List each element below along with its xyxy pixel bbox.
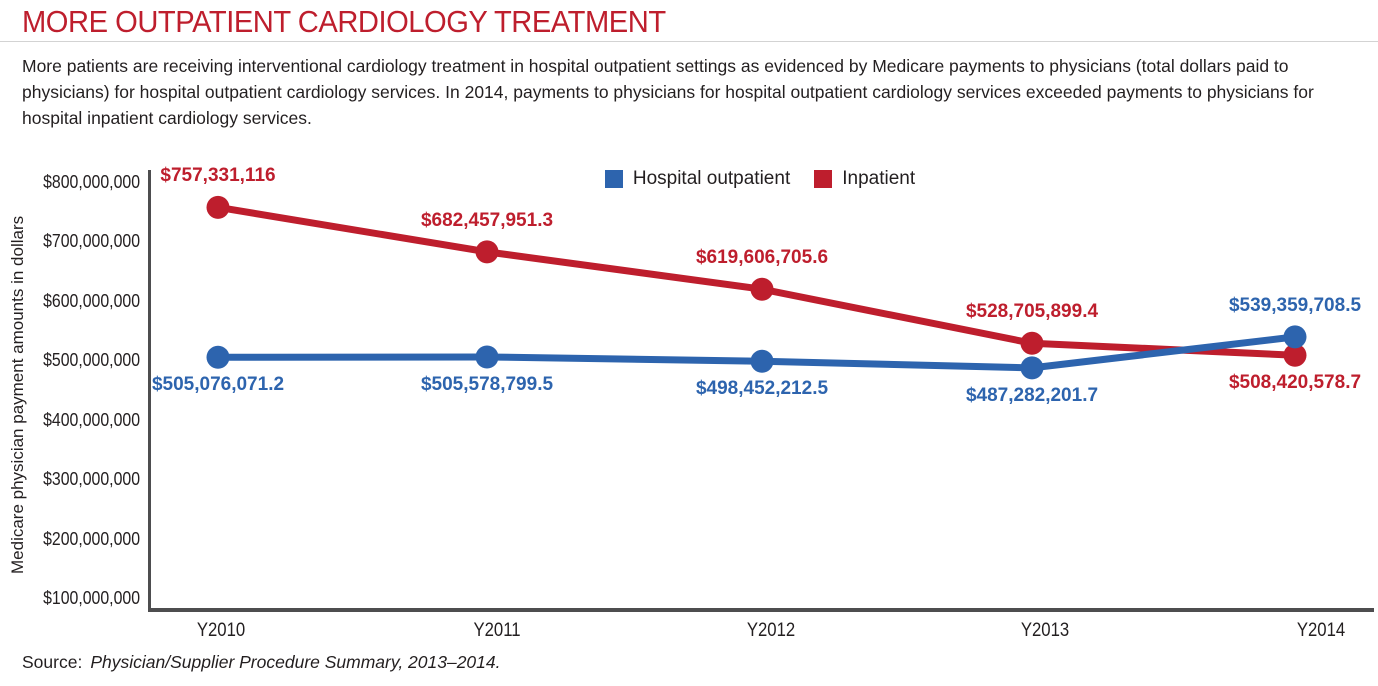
line-chart [0, 160, 1378, 650]
y-axis-title: Medicare physician payment amounts in dollars [8, 215, 27, 575]
data-point-label: $487,282,201.7 [965, 384, 1099, 406]
page-title: MORE OUTPATIENT CARDIOLOGY TREATMENT [22, 4, 666, 39]
data-point [476, 345, 499, 368]
x-axis-tick-label: Y2014 [1296, 620, 1346, 641]
data-point [1021, 332, 1044, 355]
y-axis-tick-label: $300,000,000 [43, 469, 140, 490]
source-citation: Physician/Supplier Procedure Summary, 2013–2014. [90, 652, 501, 672]
data-point-label: $528,705,899.4 [965, 301, 1099, 323]
y-axis-tick-label: $800,000,000 [43, 172, 140, 192]
data-point-label: $498,452,212.5 [695, 378, 829, 400]
data-point-label: $682,457,951.3 [420, 209, 554, 231]
data-point [476, 240, 499, 263]
data-point [1021, 356, 1044, 379]
data-point [751, 278, 774, 301]
description-text: More patients are receiving interventional cardiology treatment in hospital outpatient settings as evidenced by Medicare payments to physicians (total dollars paid to physicians) for hospital outpatient cardiology services. In 2014, payments to physicians for hospital outpatient cardiology services exceeded payments to physicians for hospital inpatient cardiology services. [22, 56, 1314, 128]
source-note [22, 652, 501, 673]
y-axis-tick-label: $200,000,000 [43, 528, 140, 549]
data-point-label: $505,578,799.5 [420, 373, 554, 395]
data-point [751, 350, 774, 373]
x-axis-tick-label: Y2013 [1020, 620, 1070, 641]
data-point-label: $505,076,071.2 [151, 374, 285, 396]
x-axis-tick-label: Y2012 [746, 620, 796, 641]
y-axis-tick-label: $100,000,000 [43, 588, 140, 608]
title-divider [0, 41, 1378, 42]
legend-label: Inpatient [842, 168, 916, 189]
y-axis-tick-label: $700,000,000 [43, 231, 140, 252]
y-axis-tick-label: $400,000,000 [43, 409, 140, 430]
data-point [207, 346, 230, 369]
data-point [207, 196, 230, 219]
x-axis-tick-label: Y2011 [473, 620, 521, 641]
data-point-label: $508,420,578.7 [1228, 372, 1362, 394]
data-point-label: $757,331,116 [160, 165, 276, 187]
y-axis-tick-label: $500,000,000 [43, 350, 140, 371]
legend-label: Hospital outpatient [632, 168, 791, 189]
data-point-label: $619,606,705.6 [695, 247, 829, 269]
data-point-label: $539,359,708.5 [1228, 294, 1362, 316]
x-axis-tick-label: Y2010 [196, 620, 246, 641]
source-prefix: Source: [22, 652, 83, 672]
data-point [1284, 325, 1307, 348]
y-axis-tick-label: $600,000,000 [43, 290, 140, 311]
